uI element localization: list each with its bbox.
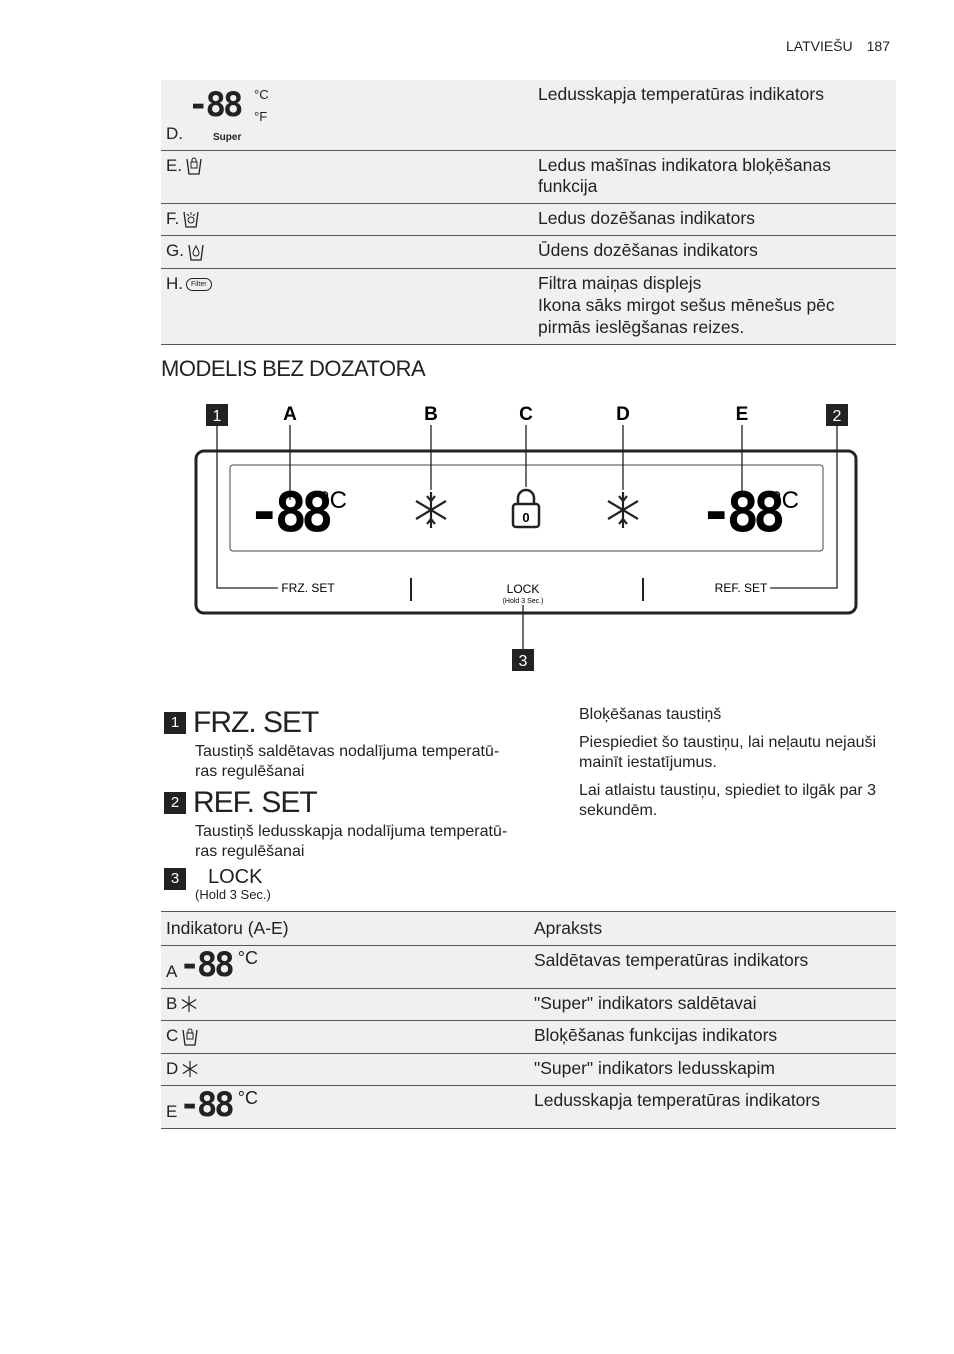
table-row — [161, 204, 896, 236]
callout-3: 3 — [518, 653, 528, 670]
legend-right — [579, 705, 889, 821]
column-header: Apraksts — [529, 912, 896, 946]
row-key: A — [166, 962, 178, 981]
row-key: H. — [166, 273, 183, 293]
row-key: D — [166, 1058, 179, 1078]
table-row — [161, 1086, 896, 1129]
row-desc: Saldētavas temperatūras indikators — [529, 946, 896, 989]
page-number: 187 — [866, 38, 890, 54]
indicator-table-top — [161, 80, 896, 345]
table-row — [161, 151, 896, 204]
control-panel-diagram — [150, 395, 870, 675]
fridge-temp-icon: -88 — [179, 1085, 232, 1126]
callout-a: A — [283, 404, 297, 425]
row-desc: "Super" indikators ledusskapim — [529, 1053, 896, 1085]
row-key: D. — [166, 124, 183, 143]
row-desc: Ledus mašīnas indikatora bloķēšanas funkcija — [533, 151, 896, 204]
filter-icon: Filter — [186, 278, 212, 291]
row-key: B — [166, 994, 178, 1013]
callout-2: 2 — [832, 408, 842, 425]
table-row — [161, 1021, 896, 1053]
frz-set-button[interactable]: FRZ. SET — [281, 581, 335, 595]
row-desc: Filtra maiņas displejs — [538, 272, 702, 293]
celsius-unit: °C — [237, 1088, 258, 1109]
lock-key-release: Lai atlaistu taustiņu, spiediet to ilgāk par 3 sekundēm. — [579, 782, 877, 819]
legend-num-1: 1 — [164, 712, 186, 734]
fridge-temp-display: -88 — [700, 481, 780, 544]
freezer-temp-unit: °C — [320, 487, 347, 514]
table-row — [161, 268, 896, 344]
legend-num-2: 2 — [164, 792, 186, 814]
callout-1: 1 — [212, 408, 222, 425]
column-header: Indikatoru (A-E) — [161, 912, 529, 946]
section-title: MODELIS BEZ DOZATORA — [161, 356, 426, 381]
celsius-unit: °C — [237, 948, 258, 968]
fridge-super-snowflake-icon — [608, 492, 638, 528]
legend-frz-label: FRZ. SET — [193, 706, 319, 739]
table-row — [161, 80, 896, 151]
row-desc: Ledusskapja temperatūras indikators — [533, 80, 896, 151]
freezer-temp-display: -88 — [248, 481, 328, 544]
snowflake-icon — [181, 1059, 199, 1079]
row-key: G. — [166, 241, 184, 261]
celsius-unit: °C — [254, 87, 269, 102]
lock-key-desc: Piespiediet šo taustiņu, lai neļautu nejauši mainīt iestatījumus. — [579, 734, 877, 771]
table-row — [161, 1053, 896, 1085]
row-key: E — [166, 1102, 178, 1122]
freezer-temp-icon: -88 — [179, 945, 232, 985]
super-label: Super — [213, 132, 242, 143]
callout-b: B — [424, 404, 438, 425]
table-row — [161, 236, 896, 268]
row-desc: "Super" indikators saldētavai — [529, 989, 896, 1021]
fridge-temp-unit: °C — [772, 487, 799, 514]
ice-lock-icon — [185, 156, 203, 176]
snowflake-icon — [180, 994, 198, 1014]
table-row — [161, 989, 896, 1021]
legend-ref-desc: Taustiņš ledusskapja nodalījuma temperatū-ras regulēšanai — [195, 823, 508, 860]
legend-left — [164, 706, 524, 904]
row-key: E. — [166, 156, 183, 175]
lock-key-title: Bloķēšanas taustiņš — [579, 706, 722, 723]
header-language: LATVIEŠU — [785, 38, 853, 54]
row-key: C — [166, 1026, 179, 1046]
legend-frz-desc: Taustiņš saldētavas nodalījuma temperatū-ras regulēšanai — [195, 743, 500, 780]
lock-hold-hint: (Hold 3 Sec.) — [502, 598, 544, 605]
lock-icon — [513, 490, 539, 527]
lock-button[interactable]: LOCK — [506, 582, 540, 596]
callout-e: E — [735, 404, 749, 425]
indicator-table-bottom — [161, 911, 896, 1129]
ref-set-button[interactable]: REF. SET — [714, 581, 768, 595]
table-header-row — [161, 912, 896, 946]
freezer-super-snowflake-icon — [416, 492, 446, 528]
legend-lock-label: LOCK — [208, 866, 263, 888]
lock-icon — [181, 1027, 199, 1047]
callout-d: D — [616, 404, 630, 425]
row-desc: Ūdens dozēšanas indikators — [533, 236, 896, 268]
water-dispense-icon — [187, 242, 205, 262]
table-row — [161, 946, 896, 989]
ice-dispense-icon — [182, 209, 200, 229]
row-desc: Ledus dozēšanas indikators — [533, 204, 896, 236]
fahrenheit-unit: °F — [254, 109, 268, 124]
page-header — [786, 38, 890, 54]
row-desc: Ledusskapja temperatūras indikators — [529, 1086, 896, 1129]
row-desc-note: Ikona sāks mirgot sešus mēnešus pēc pirmās ieslēgšanas reizes. — [538, 294, 835, 337]
row-key: F. — [166, 209, 180, 228]
callout-c: C — [519, 404, 533, 425]
row-desc: Bloķēšanas funkcijas indikators — [529, 1021, 896, 1053]
temperature-display-icon: -88 — [188, 85, 241, 125]
legend-ref-label: REF. SET — [193, 786, 317, 819]
legend-num-3: 3 — [164, 868, 186, 890]
lock-digit: 0 — [522, 510, 530, 525]
legend-lock-hold: (Hold 3 Sec.) — [195, 887, 271, 902]
